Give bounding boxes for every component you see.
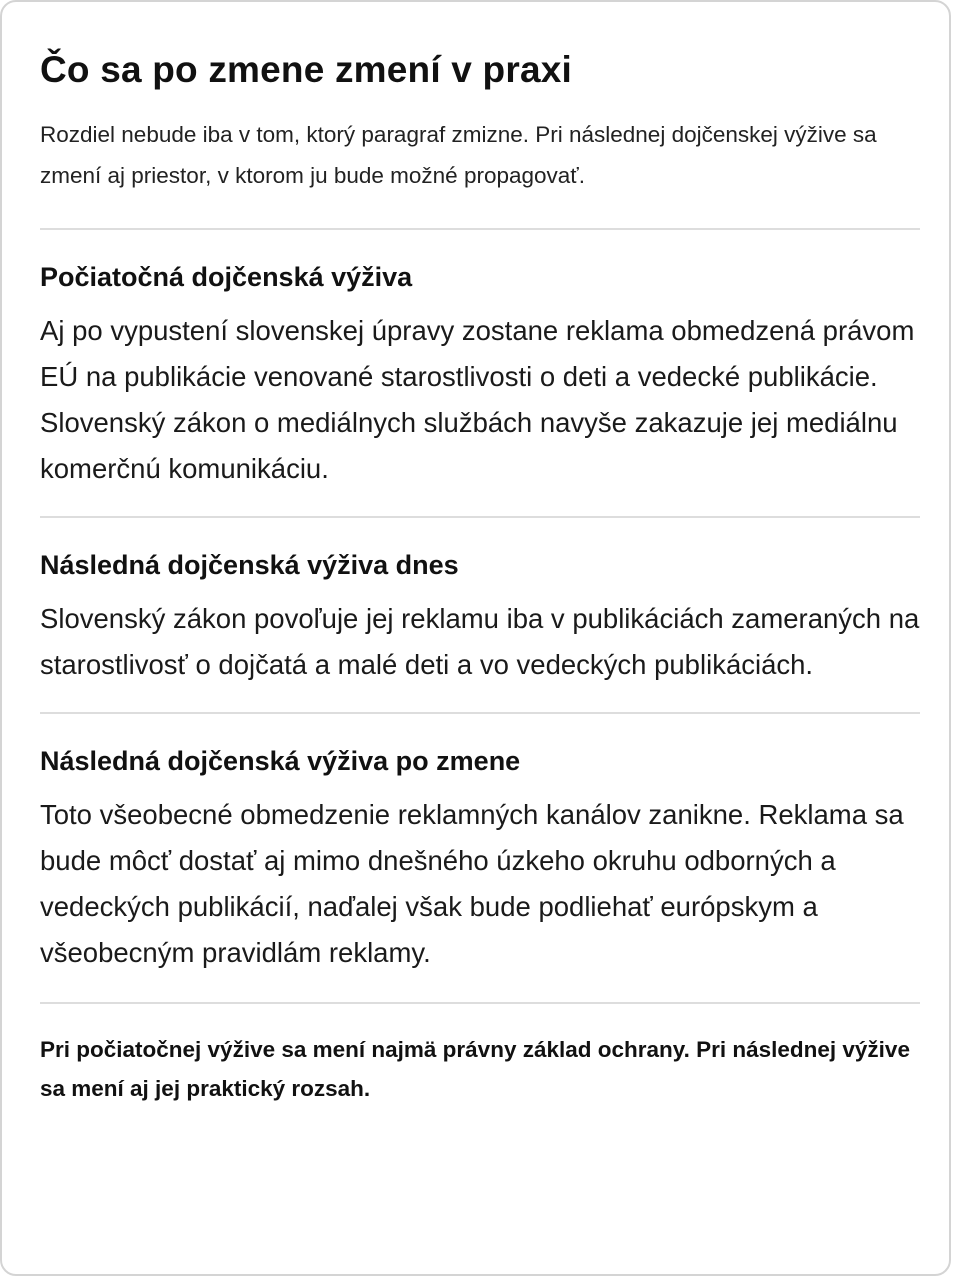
section-initial-formula xyxy=(40,260,920,492)
section-heading: Následná dojčenská výživa po zmene xyxy=(40,746,521,776)
divider xyxy=(40,228,920,230)
summary-text: Pri počiatočnej výžive sa mení najmä právny základ ochrany. Pri následnej výžive sa mení aj jej praktický rozsah. xyxy=(40,1037,910,1101)
divider xyxy=(40,712,920,714)
section-body: Aj po vypustení slovenskej úpravy zostane reklama obmedzená právom EÚ na publikácie venované starostlivosti o deti a vedecké publikácie. Slovenský zákon o mediálnych službách navyše zakazuje jej mediálnu komerčnú komunikáciu. xyxy=(40,315,915,484)
intro-text: Rozdiel nebude iba v tom, ktorý paragraf zmizne. Pri následnej dojčenskej výžive sa zmení aj priestor, v ktorom ju bude možné propagovať. xyxy=(40,122,877,188)
section-heading: Počiatočná dojčenská výživa xyxy=(40,262,413,292)
section-body: Toto všeobecné obmedzenie reklamných kanálov zanikne. Reklama sa bude môcť dostať aj mimo dnešného úzkeho okruhu odborných a vedeckých publikácií, naďalej však bude podliehať európskym a všeobecným pravidlám reklamy. xyxy=(40,799,904,968)
divider xyxy=(40,1002,920,1004)
divider xyxy=(40,516,920,518)
section-follow-on-formula-today xyxy=(40,548,920,688)
section-follow-on-formula-after-change xyxy=(40,744,920,976)
section-heading: Následná dojčenská výživa dnes xyxy=(40,550,459,580)
page-title: Čo sa po zmene zmení v praxi xyxy=(40,49,572,90)
section-body: Slovenský zákon povoľuje jej reklamu iba v publikáciách zameraných na starostlivosť o dojčatá a malé deti a vo vedeckých publikáciách. xyxy=(40,603,920,680)
card-content xyxy=(40,48,920,1108)
